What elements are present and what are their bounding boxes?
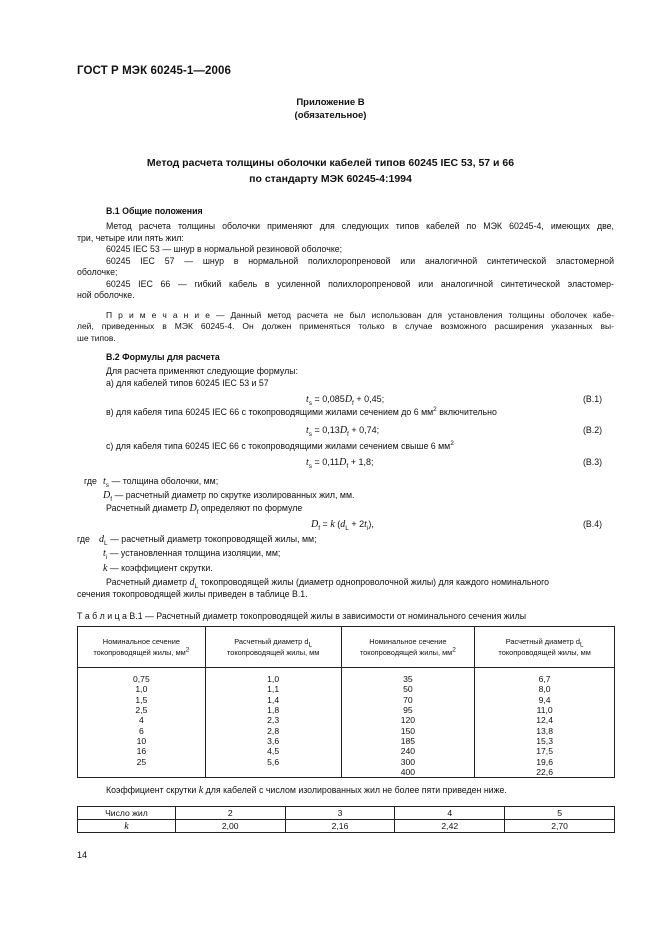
- table-cell: 2,16: [285, 820, 395, 833]
- b1-note-line3: ше типов.: [77, 333, 116, 343]
- definition-dl: $d_L$ — расчетный диаметр токопроводящей жилы, мм;: [99, 534, 317, 547]
- table-cell: 300: [400, 756, 416, 767]
- table-b1-col2-cells: [206, 668, 341, 767]
- table-cell: 13,8: [536, 725, 553, 736]
- appendix-status: (обязательное): [294, 110, 367, 121]
- table-cell: 6,7: [538, 674, 551, 684]
- table-cell: 4: [138, 715, 144, 726]
- table-b1-header-col4: Расчетный диаметр $d_L$ токопроводящей жилы, мм: [475, 627, 615, 668]
- table-cell: 2: [175, 807, 285, 820]
- equation-b1: $t_s = 0,085D_f + 0,45$;: [306, 394, 385, 407]
- b1-note-line2: лей, приведенных в МЭК 60245-4. Он должен применяться только в случае возможного расширения указанных вы-: [77, 321, 614, 331]
- table-b1-caption: Т а б л и ц а В.1 — Расчетный диаметр токопроводящей жилы в зависимости от номинального сечения жилы: [77, 611, 527, 621]
- document-title-line-1: Метод расчета толщины оболочки кабелей типов 60245 IEC 53, 57 и 66: [146, 157, 515, 169]
- table-cell: 15,3: [536, 736, 553, 747]
- b1-item-57-line2: оболочке;: [77, 267, 118, 277]
- b1-note-line1: П р и м е ч а н и е — Данный метод расчета не был использован для установления толщины оболочек кабе-: [106, 310, 614, 320]
- definition-df: $D_f$ — расчетный диаметр по скрутке изолированных жил, мм.: [103, 490, 355, 503]
- table-cell: 95: [403, 705, 413, 716]
- table-cell: k: [78, 820, 176, 833]
- table-b1-col3: [341, 668, 475, 778]
- table-b1-col4-cells: [475, 668, 614, 777]
- where-label-2: где: [77, 534, 90, 544]
- table-cell: 50: [403, 684, 413, 695]
- b1-intro-line1: Метод расчета толщины оболочки применяют для следующих типов кабелей по МЭК 60245-4, имеющих две,: [106, 221, 614, 231]
- equation-b3: $t_s = 0,11D_f + 1,8$;: [306, 457, 374, 470]
- table-cell: 70: [403, 694, 413, 705]
- table-cell: 2,00: [175, 820, 285, 833]
- table-b1-header-col2: Расчетный диаметр $d_L$ токопроводящей жилы, мм: [205, 627, 341, 668]
- table-cell: 4: [395, 807, 505, 820]
- table-cell: 185: [400, 736, 416, 747]
- table-cell: Число жил: [78, 807, 176, 820]
- calc-dl-para-line1: Расчетный диаметр $d_L$ токопроводящей жилы (диаметр однопроволочной жилы) для каждого номинального: [106, 577, 550, 590]
- case-b-text: в) для кабеля типа 60245 IEC 66 с токопроводящими жилами сечением до 6 $мм^2$ включительно: [106, 406, 497, 417]
- table-b1-col3-cells: [342, 668, 475, 777]
- table-cell: 1,5: [135, 694, 148, 705]
- document-title-line-2: по стандарту МЭК 60245-4:1994: [249, 173, 412, 185]
- b1-item-66-line2: ной оболочке.: [77, 290, 135, 300]
- definition-k: k — коэффициент скрутки.: [103, 563, 213, 574]
- equation-b2: $t_s = 0,13D_f + 0,74$;: [306, 425, 380, 438]
- calc-df-text: Расчетный диаметр $D_f$ определяют по формуле: [106, 503, 303, 516]
- equation-b2-number: (В.2): [583, 425, 603, 435]
- equation-b1-number: (В.1): [583, 394, 603, 404]
- table-cell: 22,6: [536, 767, 553, 778]
- table-cell: 400: [400, 767, 416, 778]
- section-b1-heading: В.1 Общие положения: [106, 206, 203, 216]
- table-cell: 17,5: [536, 746, 553, 757]
- b1-item-66-line1: 60245 IEC 66 — гибкий кабель в усиленной полихлоропреновой или аналогичной синтетической эластомер-: [106, 279, 614, 289]
- table-cell: 12,4: [536, 715, 553, 726]
- table-row: [78, 820, 615, 833]
- equation-b3-number: (В.3): [583, 457, 603, 467]
- table-cell: 150: [400, 725, 416, 736]
- equation-b4-number: (В.4): [583, 519, 603, 529]
- equation-b4: $D_f = k$ $(d_L + 2t_i)$,: [311, 519, 374, 532]
- table-cell: 4,5: [267, 746, 280, 757]
- page-number: 14: [77, 850, 88, 860]
- calc-dl-para-line2: сечения токопроводящей жилы приведен в таблице В.1.: [77, 589, 308, 599]
- table-cell: 240: [400, 746, 416, 757]
- where-label-1: где: [84, 476, 97, 486]
- stranding-coefficient-intro: Коэффициент скрутки k для кабелей с числом изолированных жил не более пяти приведен ниже.: [106, 785, 507, 796]
- table-cell: 2,42: [395, 820, 505, 833]
- table-cell: 3,6: [267, 736, 280, 747]
- case-a-text: а) для кабелей типов 60245 IEC 53 и 57: [106, 378, 269, 388]
- table-cell: 25: [136, 756, 147, 767]
- table-cell: 2,5: [135, 705, 148, 716]
- table-cell: 35: [403, 674, 413, 684]
- table-b1-col1-cells: [78, 668, 205, 769]
- b1-intro-line2: три, четыре или пять жил:: [77, 233, 184, 243]
- table-cell: 16: [136, 746, 147, 757]
- definition-ts: $t_s$ — толщина оболочки, мм;: [103, 476, 219, 489]
- table-cell: 2,70: [505, 820, 615, 833]
- table-cell: 5: [505, 807, 615, 820]
- table-b1: [77, 626, 615, 778]
- table-cell: 11,0: [536, 705, 553, 716]
- table-cell: 10: [136, 736, 147, 747]
- b1-item-53: 60245 IEC 53 — шнур в нормальной резиновой оболочке;: [106, 244, 343, 254]
- table-cell: 2,3: [267, 715, 280, 726]
- table-b1-header-col1: Номинальное сечение токопроводящей жилы, $мм^2$: [78, 627, 206, 668]
- table-b1-col1: [78, 668, 206, 778]
- table-cell: 9,4: [538, 694, 551, 705]
- case-c-text: с) для кабеля типа 60245 IEC 66 с токопроводящими жилами сечением свыше 6 $мм^2$: [106, 440, 454, 451]
- table-cell: 2,8: [267, 725, 280, 736]
- table-cell: 1,0: [135, 684, 148, 695]
- table-row: [78, 807, 615, 820]
- document-header: ГОСТ Р МЭК 60245-1—2006: [77, 65, 231, 77]
- table-b1-header-col3: Номинальное сечение токопроводящей жилы, $мм^2$: [341, 627, 475, 668]
- appendix-title: Приложение В: [296, 97, 365, 108]
- table-cell: 6: [138, 725, 144, 736]
- table-cell: 5,6: [267, 756, 280, 767]
- table-cell: 1,0: [267, 674, 280, 684]
- table-cell: 1,4: [267, 694, 280, 705]
- table-cell: 1,1: [267, 684, 280, 695]
- table-b1-col4: [475, 668, 615, 778]
- table-cell: 3: [285, 807, 395, 820]
- b1-item-57-line1: 60245 IEC 57 — шнур в нормальной полихлоропреновой или аналогичной синтетической эластомерной: [106, 256, 614, 266]
- section-b2-heading: В.2 Формулы для расчета: [106, 352, 220, 362]
- table-cell: 8,0: [538, 684, 551, 695]
- table-cell: 1,8: [267, 705, 280, 716]
- table-cell: 120: [400, 715, 416, 726]
- table-b1-col2: [205, 668, 341, 778]
- table-cell: 0,75: [133, 674, 150, 684]
- table-stranding-coefficient: [77, 806, 615, 833]
- table-cell: 19,6: [536, 756, 553, 767]
- b2-intro: Для расчета применяют следующие формулы:: [106, 366, 298, 376]
- definition-ti: $t_i$ — установленная толщина изоляции, мм;: [103, 548, 281, 561]
